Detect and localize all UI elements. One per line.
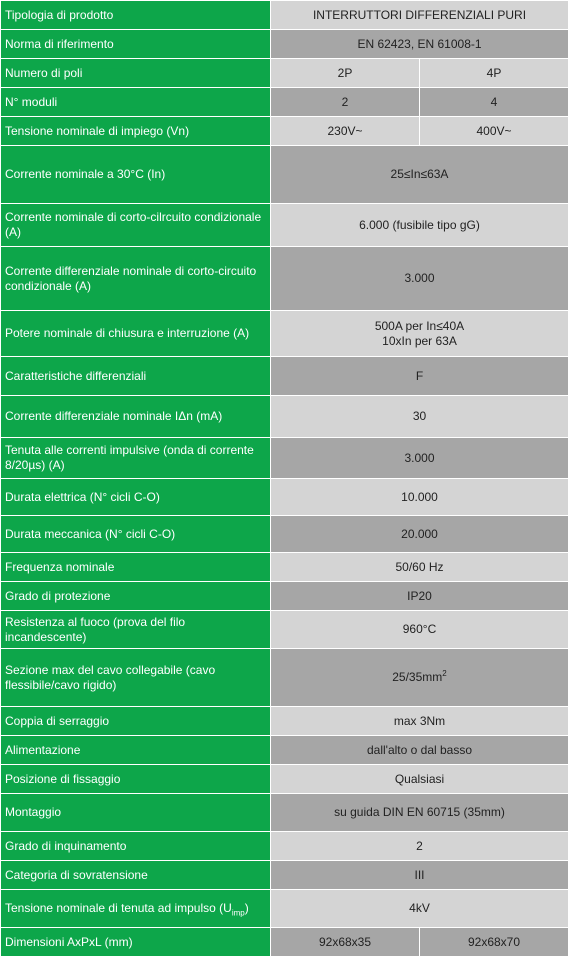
row-tensione-tenuta-impulso <box>1 890 568 928</box>
value-line: 500A per In≤40A <box>374 318 465 333</box>
row-label: Tipologia di prodotto <box>1 1 271 30</box>
row-norma <box>1 30 568 59</box>
row-value-4p: 4P <box>420 59 568 88</box>
row-value-2p: 92x68x35 <box>271 928 420 957</box>
row-value-4p: 400V~ <box>420 117 568 146</box>
row-label: Resistenza al fuoco (prova del filo incandescente) <box>1 611 271 649</box>
row-corrente-nominale <box>1 146 568 204</box>
row-value: 2 <box>271 832 568 861</box>
label-text: Tensione nominale di tenuta ad impulso (U <box>5 901 232 915</box>
row-value: III <box>271 861 568 890</box>
row-label: Durata elettrica (N° cicli C-O) <box>1 479 271 516</box>
row-value: IP20 <box>271 582 568 611</box>
row-resistenza-fuoco <box>1 611 568 649</box>
row-value: INTERRUTTORI DIFFERENZIALI PURI <box>271 1 568 30</box>
row-value: 30 <box>271 396 568 438</box>
row-label: Corrente differenziale nominale IΔn (mA) <box>1 396 271 438</box>
row-value <box>271 311 568 357</box>
row-sezione-cavo <box>1 649 568 707</box>
row-label: Norma di riferimento <box>1 30 271 59</box>
row-value: 960°C <box>271 611 568 649</box>
row-durata-elettrica <box>1 479 568 516</box>
row-value-2p: 230V~ <box>271 117 420 146</box>
row-posizione-fissaggio <box>1 765 568 794</box>
row-value-2p: 2P <box>271 59 420 88</box>
row-label: Durata meccanica (N° cicli C-O) <box>1 516 271 553</box>
row-label: Grado di inquinamento <box>1 832 271 861</box>
row-dimensioni <box>1 928 568 957</box>
row-durata-meccanica <box>1 516 568 553</box>
row-label: Dimensioni AxPxL (mm) <box>1 928 271 957</box>
row-tensione-impiego <box>1 117 568 146</box>
row-value: 50/60 Hz <box>271 553 568 582</box>
row-label: Alimentazione <box>1 736 271 765</box>
row-value <box>271 649 568 707</box>
row-label: Corrente differenziale nominale di corto-circuito condizionale (A) <box>1 247 271 311</box>
row-value: 4kV <box>271 890 568 928</box>
row-label: Montaggio <box>1 794 271 832</box>
row-label: Tenuta alle correnti impulsive (onda di corrente 8/20µs) (A) <box>1 438 271 479</box>
row-value: 6.000 (fusibile tipo gG) <box>271 204 568 247</box>
row-value: Qualsiasi <box>271 765 568 794</box>
row-montaggio <box>1 794 568 832</box>
row-tipologia <box>1 1 568 30</box>
row-label <box>1 890 271 928</box>
row-label: Posizione di fissaggio <box>1 765 271 794</box>
row-value: EN 62423, EN 61008-1 <box>271 30 568 59</box>
row-value-4p: 4 <box>420 88 568 117</box>
row-coppia-serraggio <box>1 707 568 736</box>
row-alimentazione <box>1 736 568 765</box>
row-label: Coppia di serraggio <box>1 707 271 736</box>
row-value: 3.000 <box>271 247 568 311</box>
row-corto-circuito <box>1 204 568 247</box>
row-value: max 3Nm <box>271 707 568 736</box>
row-value: 20.000 <box>271 516 568 553</box>
label-end: ) <box>244 901 249 915</box>
row-value: 3.000 <box>271 438 568 479</box>
label-subscript: imp <box>231 908 245 918</box>
value-superscript: 2 <box>442 669 447 678</box>
row-label: Grado di protezione <box>1 582 271 611</box>
row-value: dall'alto o dal basso <box>271 736 568 765</box>
row-potere-chiusura <box>1 311 568 357</box>
row-moduli <box>1 88 568 117</box>
row-label: Caratteristiche differenziali <box>1 357 271 396</box>
row-caratteristiche <box>1 357 568 396</box>
row-corrente-differenziale-cc <box>1 247 568 311</box>
row-value-2p: 2 <box>271 88 420 117</box>
row-label: Sezione max del cavo collegabile (cavo flessibile/cavo rigido) <box>1 649 271 707</box>
row-label: Categoria di sovratensione <box>1 861 271 890</box>
row-value-4p: 92x68x70 <box>420 928 568 957</box>
row-grado-protezione <box>1 582 568 611</box>
value-text: 25/35mm <box>392 670 443 684</box>
row-value: 10.000 <box>271 479 568 516</box>
row-value: F <box>271 357 568 396</box>
row-label: Frequenza nominale <box>1 553 271 582</box>
row-tenuta-impulsive <box>1 438 568 479</box>
row-frequenza <box>1 553 568 582</box>
row-value: 25≤In≤63A <box>271 146 568 204</box>
row-grado-inquinamento <box>1 832 568 861</box>
row-label: Potere nominale di chiusura e interruzione (A) <box>1 311 271 357</box>
row-corrente-differenziale <box>1 396 568 438</box>
row-label: Corrente nominale di corto-cilrcuito condizionale (A) <box>1 204 271 247</box>
value-line: 10xIn per 63A <box>382 333 457 348</box>
row-label: Numero di poli <box>1 59 271 88</box>
row-categoria-sovratensione <box>1 861 568 890</box>
row-label: Corrente nominale a 30°C (In) <box>1 146 271 204</box>
row-value: su guida DIN EN 60715 (35mm) <box>271 794 568 832</box>
row-poli <box>1 59 568 88</box>
row-label: N° moduli <box>1 88 271 117</box>
row-label: Tensione nominale di impiego (Vn) <box>1 117 271 146</box>
